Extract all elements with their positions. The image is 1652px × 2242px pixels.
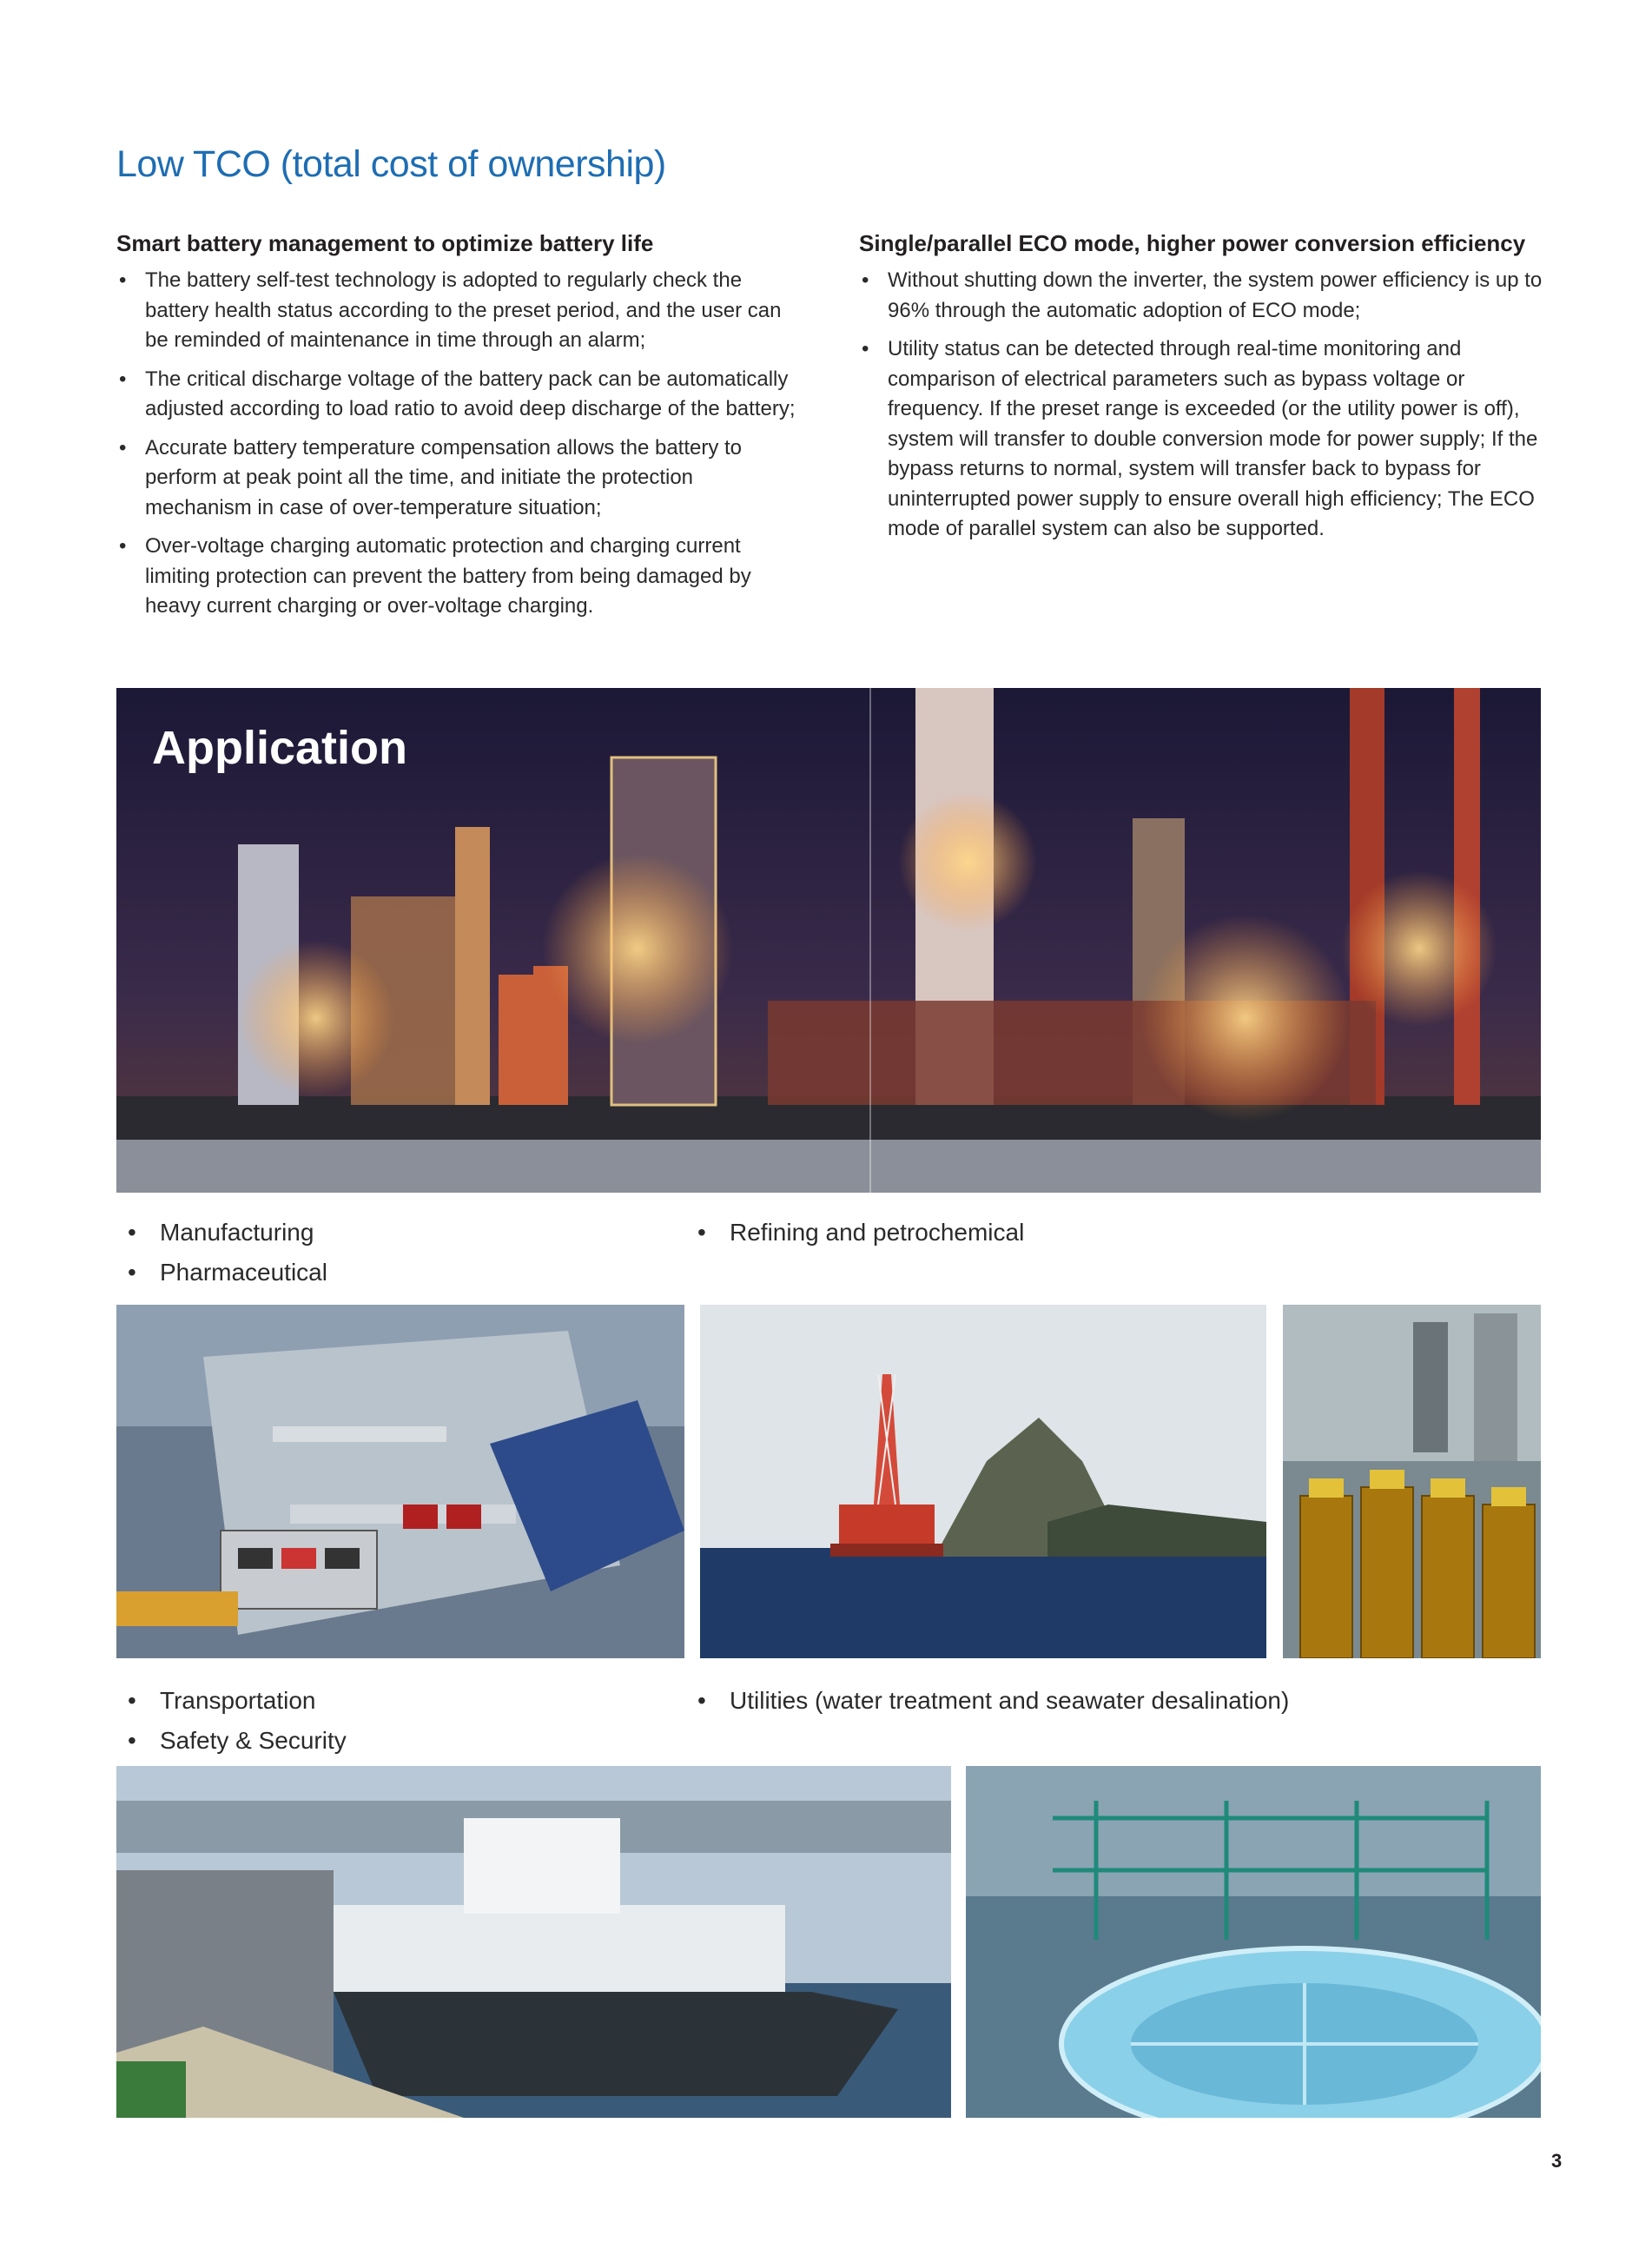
application-list-right-1: [686, 1213, 1511, 1253]
list-item: • Accurate battery temperature compensation allows the battery to perform at peak point all the time, and initiate the protection mechanism in case of over-temperature situation;: [116, 433, 803, 524]
list-item: • Safety & Security: [116, 1721, 681, 1761]
battery-management-heading: Smart battery management to optimize battery life: [116, 230, 654, 256]
list-item: • Manufacturing: [116, 1213, 681, 1253]
application-title: Application: [152, 722, 407, 774]
list-item: • Pharmaceutical: [116, 1253, 681, 1293]
list-item: • The battery self-test technology is adopted to regularly check the battery health status according to the preset period, and the user can be reminded of maintenance in time through an alarm;: [116, 266, 803, 356]
list-item: • Transportation: [116, 1681, 681, 1721]
list-item: • Over-voltage charging automatic protection and charging current limiting protection can prevent the battery from being damaged by heavy current charging or over-voltage charging.: [116, 532, 803, 622]
manufacturing-photo: [116, 1305, 684, 1658]
water-treatment-photo: [966, 1766, 1541, 2118]
section-title: Low TCO (total cost of ownership): [116, 143, 666, 185]
pharmaceutical-photo: [1283, 1305, 1541, 1658]
application-list-left-2: [116, 1681, 681, 1761]
list-item: • Without shutting down the inverter, the system power efficiency is up to 96% through the automatic adoption of ECO mode;: [859, 266, 1545, 326]
application-list-right-2: [686, 1681, 1537, 1721]
battery-management-list: [116, 266, 803, 622]
list-item: • Refining and petrochemical: [686, 1213, 1511, 1253]
list-item: • The critical discharge voltage of the battery pack can be automatically adjusted according to load ratio to avoid deep discharge of the battery;: [116, 365, 803, 425]
list-item: • Utilities (water treatment and seawater desalination): [686, 1681, 1537, 1721]
eco-mode-column: [859, 230, 1545, 553]
battery-management-column: [116, 230, 803, 631]
eco-mode-list: [859, 266, 1545, 545]
list-item: • Utility status can be detected through real-time monitoring and comparison of electrical parameters such as bypass voltage or frequency. If the preset range is exceeded (or the utility power is off), system will transfer to double conversion mode for power supply; If the bypass returns to normal, system will transfer back to bypass for uninterrupted power supply to ensure overall high efficiency; The ECO mode of parallel system can also be supported.: [859, 334, 1545, 545]
application-list-left-1: [116, 1213, 681, 1293]
page-number: 3: [1551, 2150, 1563, 2172]
eco-mode-heading: Single/parallel ECO mode, higher power conversion efficiency: [859, 230, 1526, 256]
offshore-rig-photo: [700, 1305, 1266, 1658]
transportation-photo: [116, 1766, 951, 2118]
